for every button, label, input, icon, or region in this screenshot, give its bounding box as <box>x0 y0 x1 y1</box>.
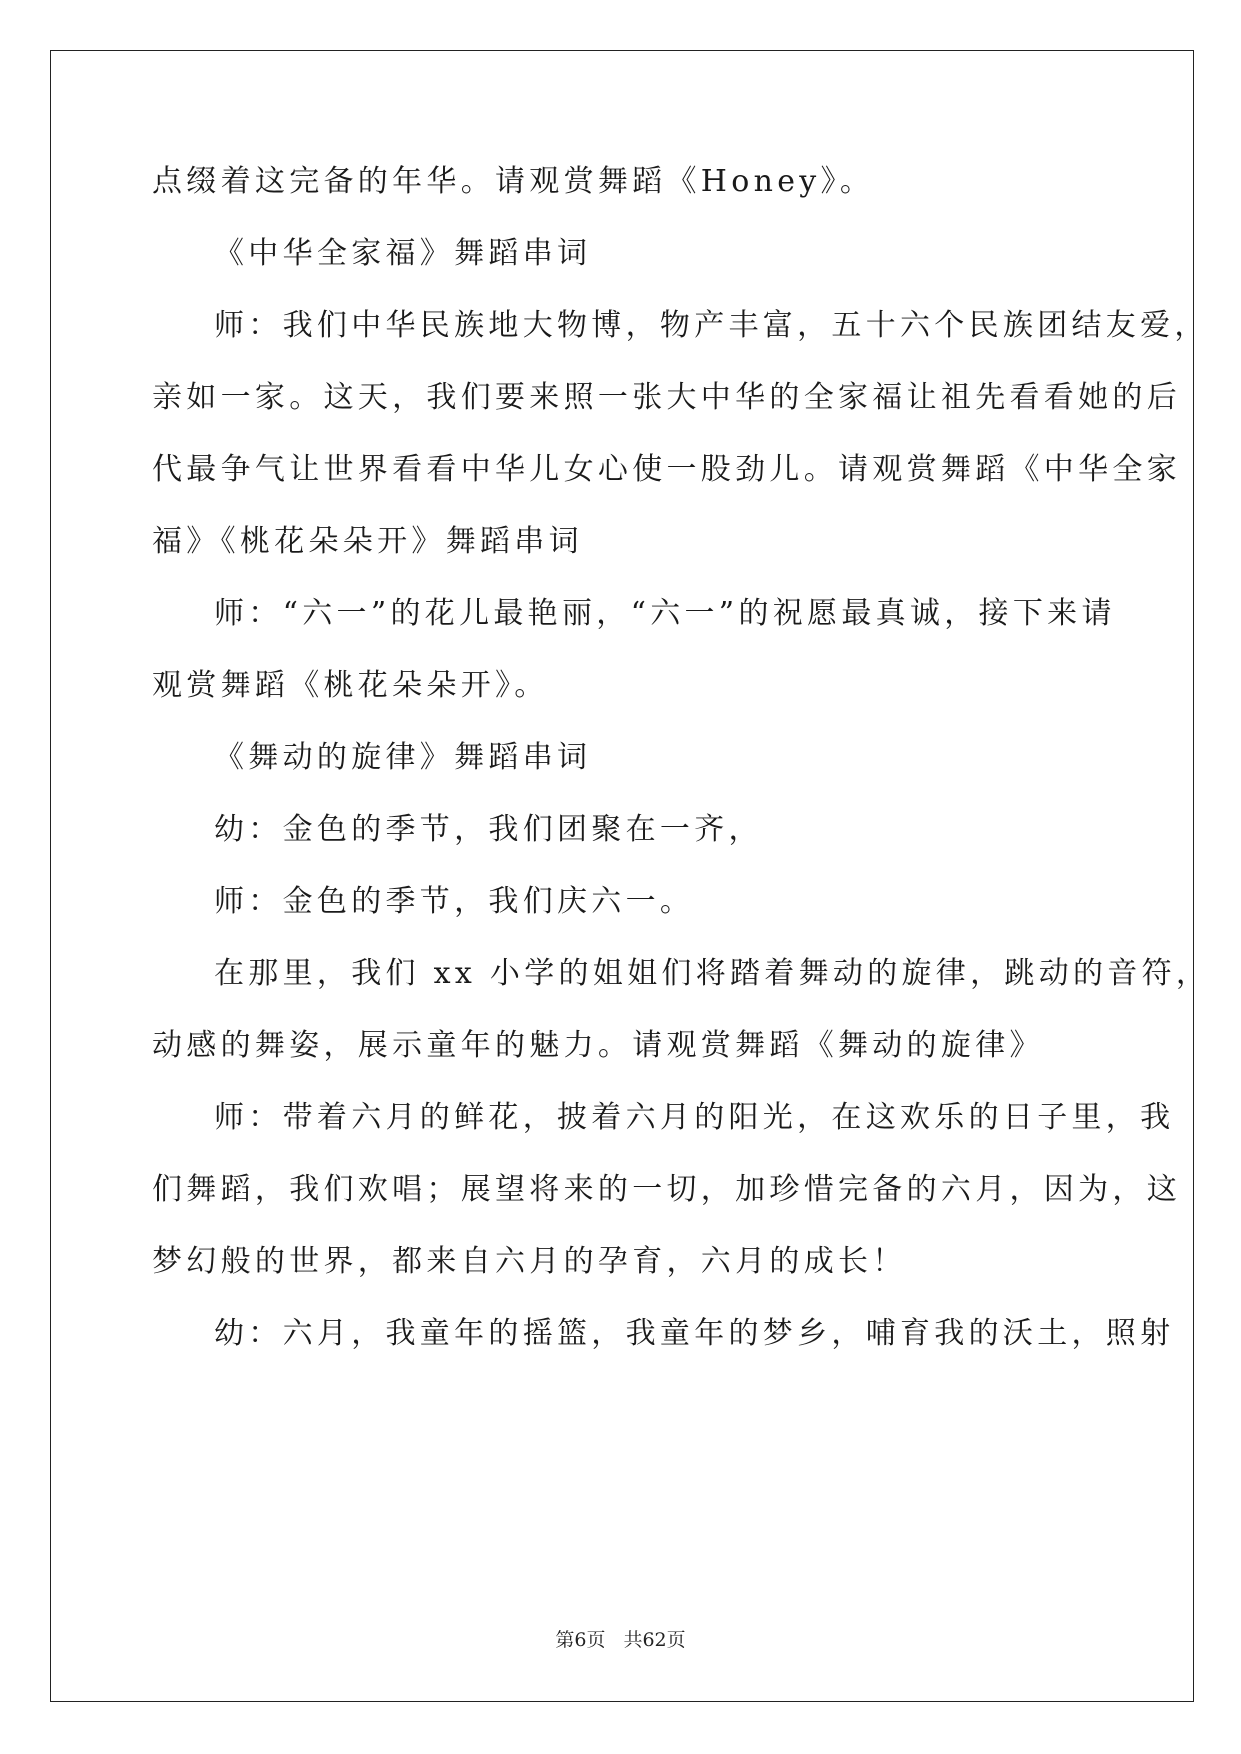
text-line: 亲如一家。这天，我们要来照一张大中华的全家福让祖先看看她的后 <box>152 380 1181 415</box>
text-line: 们舞蹈，我们欢唱；展望将来的一切，加珍惜完备的六月，因为，这 <box>152 1172 1181 1207</box>
text-line: 代最争气让世界看看中华儿女心使一股劲儿。请观赏舞蹈《中华全家 <box>152 452 1181 487</box>
text-line: 点缀着这完备的年华。请观赏舞蹈《Honey》。 <box>152 164 875 199</box>
page-border <box>50 50 1194 1702</box>
text-line: 在那里，我们 xx 小学的姐姐们将踏着舞动的旋律，跳动的音符， <box>214 956 1211 991</box>
section-heading: 《舞动的旋律》舞蹈串词 <box>214 740 592 775</box>
page-total: 共62页 <box>623 1629 686 1651</box>
text-line: 福》《桃花朵朵开》舞蹈串词 <box>152 524 583 559</box>
text-line: 观赏舞蹈《桃花朵朵开》。 <box>152 668 549 703</box>
text-line: 师：带着六月的鲜花，披着六月的阳光，在这欢乐的日子里，我 <box>214 1100 1175 1135</box>
text-line: 动感的舞姿，展示童年的魅力。请观赏舞蹈《舞动的旋律》 <box>152 1028 1044 1063</box>
text-line: 师：“六一”的花儿最艳丽，“六一”的祝愿最真诚，接下来请 <box>214 596 1116 631</box>
section-heading: 《中华全家福》舞蹈串词 <box>214 236 592 271</box>
text-line: 梦幻般的世界，都来自六月的孕育，六月的成长！ <box>152 1244 907 1279</box>
text-line: 幼：金色的季节，我们团聚在一齐， <box>214 812 763 847</box>
text-line: 师：金色的季节，我们庆六一。 <box>214 884 695 919</box>
text-line: 师：我们中华民族地大物博，物产丰富，五十六个民族团结友爱， <box>214 308 1209 343</box>
page-number: 第6页 <box>555 1629 606 1651</box>
page-footer <box>0 1628 1241 1652</box>
text-line: 幼：六月，我童年的摇篮，我童年的梦乡，哺育我的沃土，照射 <box>214 1316 1175 1351</box>
